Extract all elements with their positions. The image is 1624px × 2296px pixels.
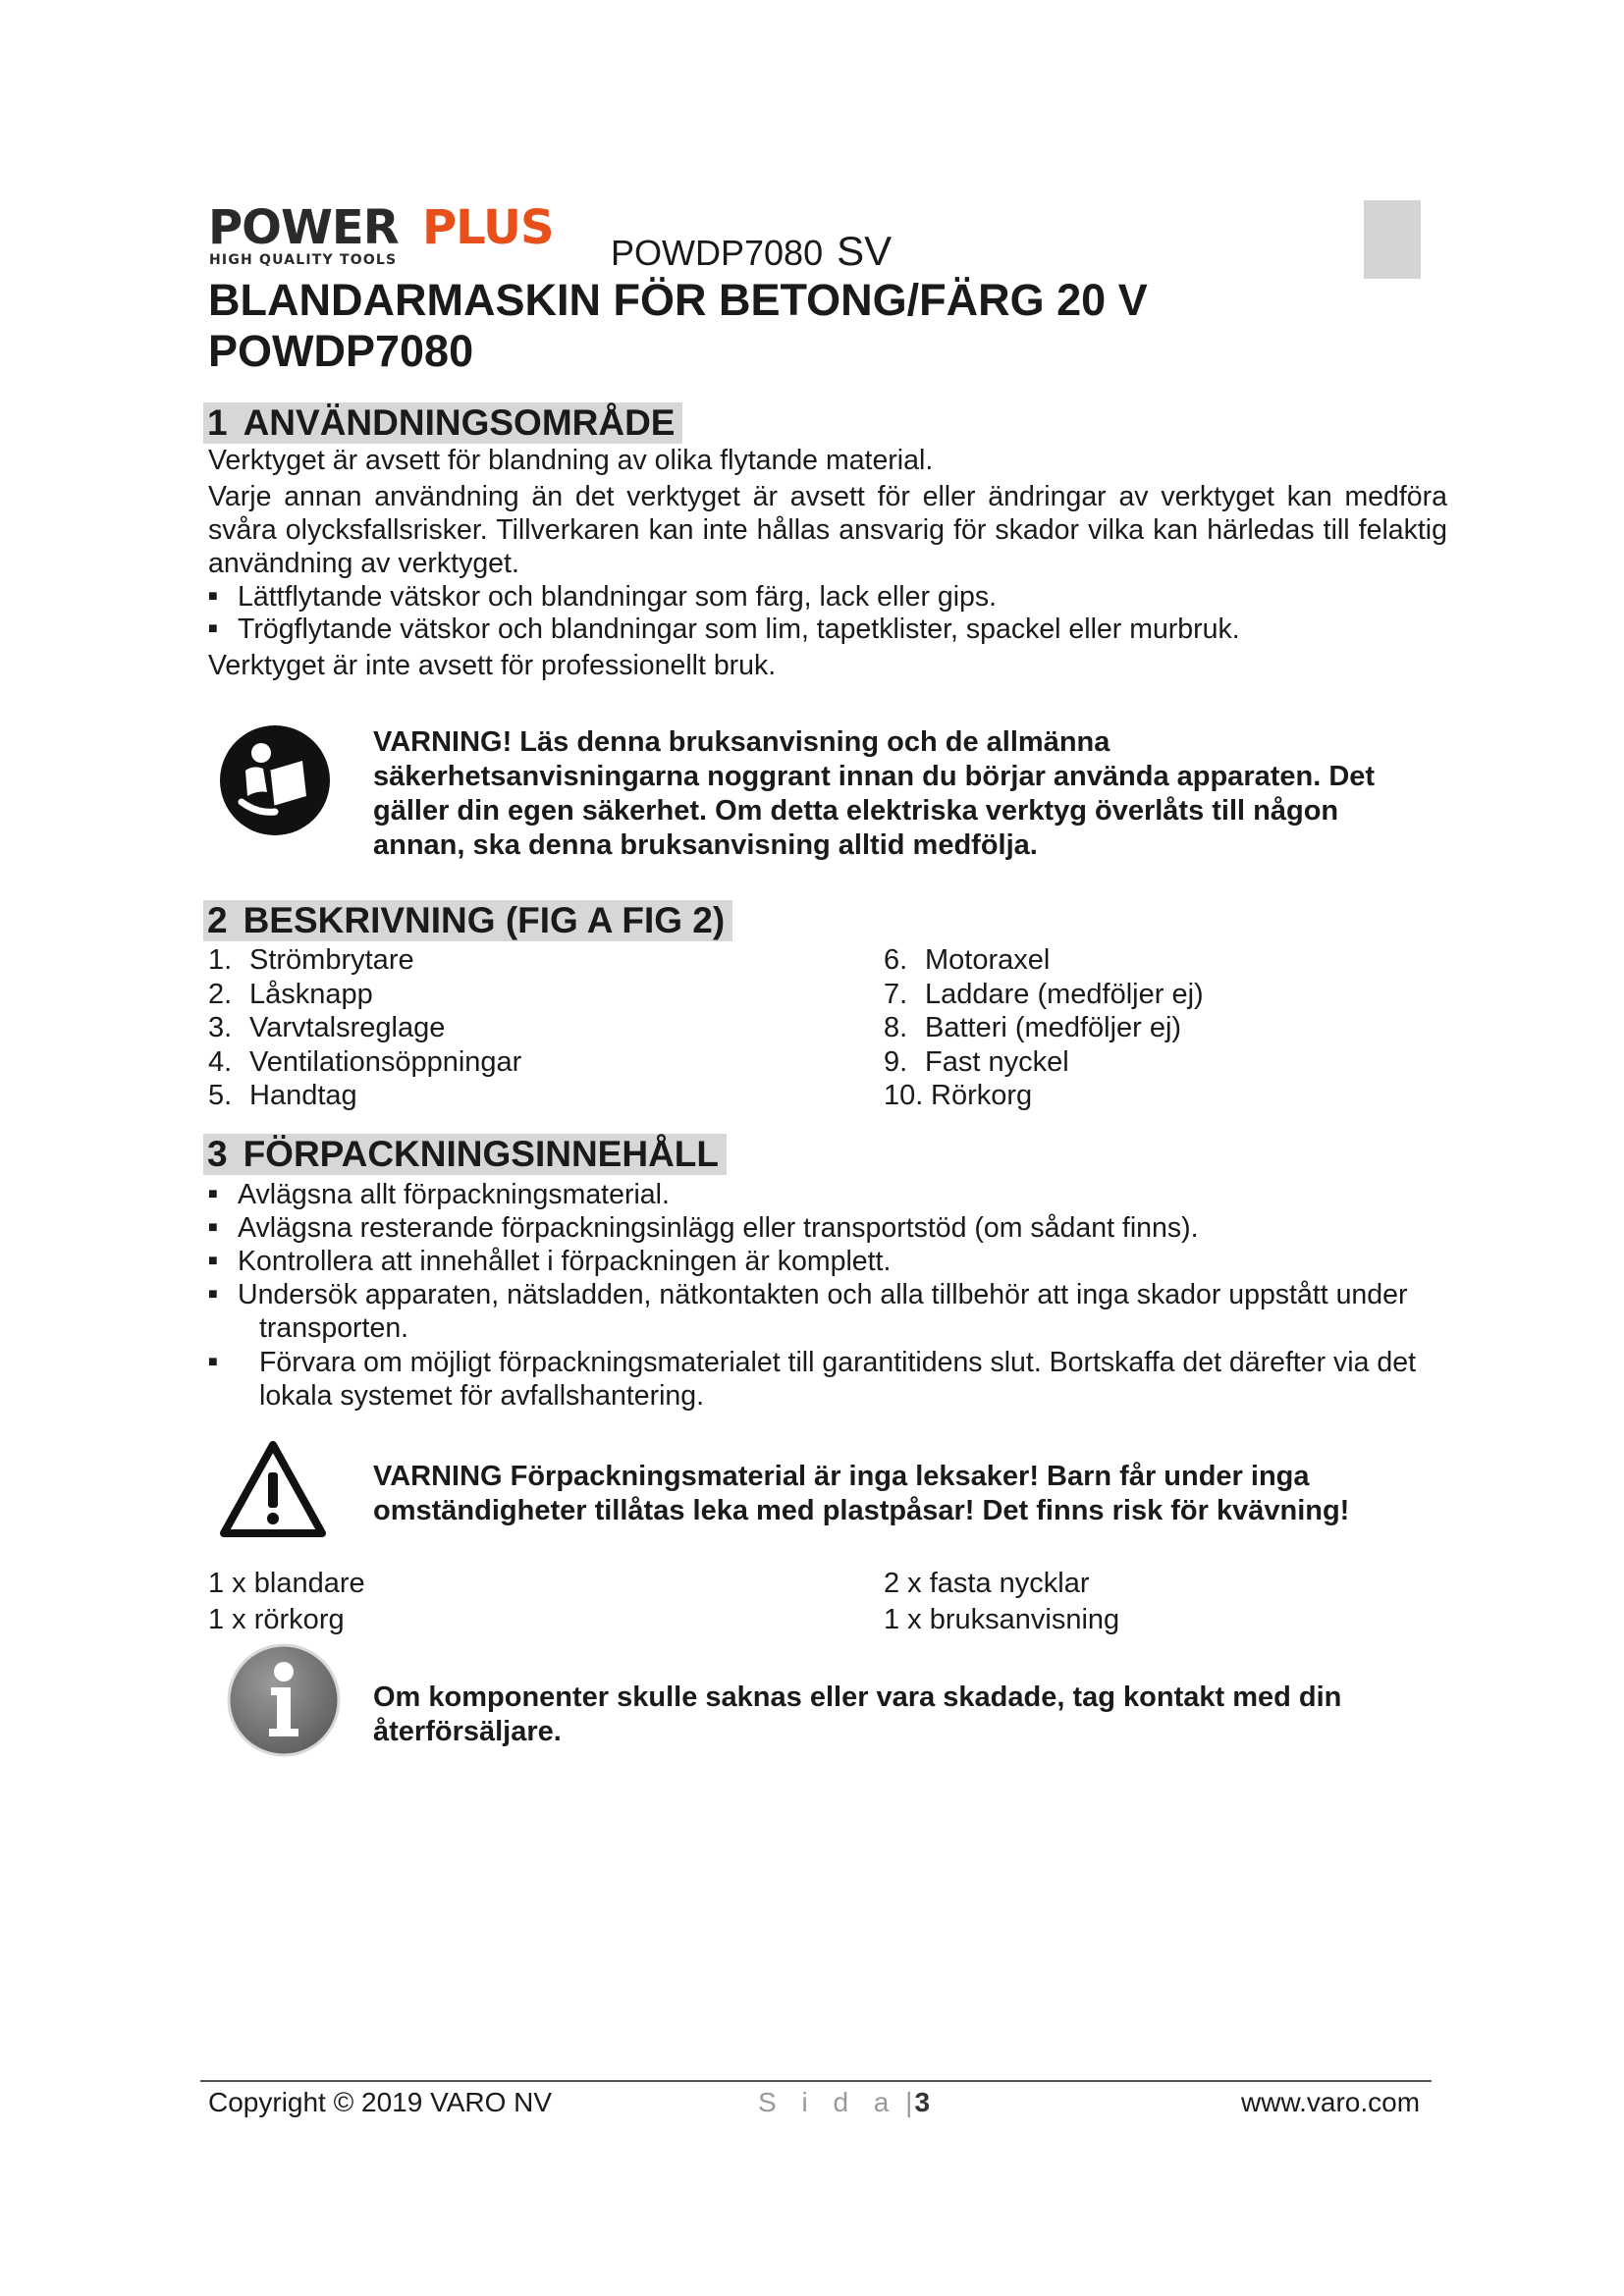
section-heading-1 xyxy=(203,402,682,444)
section-number: 1 xyxy=(207,402,228,443)
item-label: Batteri (medföljer ej) xyxy=(925,1012,1182,1043)
svg-text:PLUS: PLUS xyxy=(422,201,554,255)
section-heading-3 xyxy=(203,1134,727,1175)
model-code xyxy=(611,228,892,275)
language-code: SV xyxy=(837,228,893,274)
item-label: Laddare (medföljer ej) xyxy=(925,978,1204,1010)
list-item: 1 x blandare xyxy=(208,1568,365,1599)
bullet-icon: ■ xyxy=(208,1354,218,1370)
website-link[interactable]: www.varo.com xyxy=(1241,2087,1421,2117)
package-contents-left xyxy=(208,1567,365,1636)
list-item-text: Kontrollera att innehållet i förpackningen är komplett. xyxy=(238,1246,892,1277)
svg-text:POWER: POWER xyxy=(208,201,399,255)
paragraph: Varje annan användning än det verktyget är avsett för eller ändringar av verktyget kan medföra svåra olycksfallsrisker. Tillverkaren kan inte hållas ansvarig för skador vilka kan härledas till felaktig användning av verktyget. xyxy=(208,481,1447,579)
bullet-icon: ■ xyxy=(208,1219,218,1236)
item-label: Fast nyckel xyxy=(925,1045,1069,1078)
item-label: Strömbrytare xyxy=(249,944,414,976)
bullet-icon: ■ xyxy=(208,620,218,637)
language-tab xyxy=(1364,200,1421,279)
package-contents-right xyxy=(884,1567,1119,1636)
model-number: POWDP7080 xyxy=(611,233,824,273)
list-item xyxy=(208,1178,1435,1211)
list-item xyxy=(884,943,1204,978)
list-item xyxy=(884,978,1204,1012)
item-number: 7. xyxy=(884,978,908,1010)
section-number: 3 xyxy=(207,1134,228,1174)
list-item-text: Avlägsna allt förpackningsmaterial. xyxy=(238,1179,670,1210)
bullet-icon: ■ xyxy=(208,1186,218,1202)
section-title: ANVÄNDNINGSOMRÅDE xyxy=(243,402,676,443)
title-line-1: BLANDARMASKIN FÖR BETONG/FÄRG 20 V xyxy=(208,275,1148,325)
powerplus-logo xyxy=(208,201,591,270)
list-item xyxy=(208,943,521,978)
list-item xyxy=(884,1079,1204,1113)
list-item-text: Avlägsna resterande förpackningsinlägg eller transportstöd (om sådant finns). xyxy=(238,1212,1199,1244)
bullet-icon: ■ xyxy=(208,588,218,605)
list-item xyxy=(208,978,521,1012)
list-item-text: Lättflytande vätskor och blandningar som färg, lack eller gips. xyxy=(238,581,998,613)
list-item-text: Förvara om möjligt förpackningsmaterialet till garantitidens slut. Bortskaffa det därefter via det lokala systemet för avfallshantering. xyxy=(259,1347,1417,1412)
item-label: Motoraxel xyxy=(925,944,1051,976)
item-label: Låsknapp xyxy=(249,978,373,1010)
warning-text: VARNING Förpackningsmaterial är inga leksaker! Barn får under inga omständigheter tillåtas leka med plastpåsar! Det finns risk för kvävning! xyxy=(373,1461,1350,1526)
item-number: 5. xyxy=(208,1080,233,1111)
item-number: 10. xyxy=(884,1080,924,1111)
list-item xyxy=(884,1011,1204,1045)
list-item xyxy=(208,613,1435,646)
list-item xyxy=(208,1011,521,1045)
list-item xyxy=(208,1211,1435,1245)
list-item-text: Trögflytande vätskor och blandningar som lim, tapetklister, spackel eller murbruk. xyxy=(238,614,1240,645)
item-number: 1. xyxy=(208,944,233,976)
parts-list-left xyxy=(208,943,521,1113)
list-item xyxy=(884,1045,1204,1080)
copyright: Copyright © 2019 VARO NV xyxy=(208,2087,553,2117)
list-item xyxy=(208,1346,1435,1413)
list-item: 1 x bruksanvisning xyxy=(884,1603,1120,1635)
item-number: 4. xyxy=(208,1045,233,1078)
section-title: BESKRIVNING (FIG A FIG 2) xyxy=(243,900,726,940)
warning-text: VARNING! Läs denna bruksanvisning och de allmänna säkerhetsanvisningarna noggrant innan du börjar använda apparaten. Det gäller din egen säkerhet. Om detta elektriska verktyg överlåts till någon annan, ska denna bruksanvisning alltid medfölja. xyxy=(373,726,1376,861)
footer-divider xyxy=(200,2080,1432,2082)
list-item xyxy=(208,1079,521,1113)
item-number: 8. xyxy=(884,1012,908,1043)
list-item: 2 x fasta nycklar xyxy=(884,1568,1090,1599)
item-number: 3. xyxy=(208,1012,233,1043)
list-item xyxy=(208,1045,521,1080)
item-number: 2. xyxy=(208,978,233,1010)
info-icon xyxy=(226,1642,342,1763)
list-item xyxy=(208,1245,1435,1278)
page-label: S i d a xyxy=(758,2087,898,2117)
section-number: 2 xyxy=(207,900,228,940)
parts-list-right xyxy=(884,943,1204,1113)
list-item xyxy=(208,580,1435,614)
section-title: FÖRPACKNINGSINNEHÅLL xyxy=(243,1134,719,1174)
list-item: 1 x rörkorg xyxy=(208,1603,345,1635)
paragraph: Verktyget är inte avsett för professionellt bruk. xyxy=(208,650,777,681)
list-item-text: Undersök apparaten, nätsladden, nätkontakten och alla tillbehör att inga skador uppstått under transporten. xyxy=(238,1279,1408,1344)
paragraph: Verktyget är avsett för blandning av olika flytande material. xyxy=(208,445,934,476)
page-separator: | xyxy=(905,2087,915,2117)
warning-triangle-icon xyxy=(218,1439,328,1544)
list-item xyxy=(208,1278,1416,1345)
item-label: Varvtalsreglage xyxy=(249,1012,446,1043)
bullet-icon: ■ xyxy=(208,1253,218,1269)
section-heading-2 xyxy=(203,900,732,941)
page-number: 3 xyxy=(914,2087,931,2117)
item-number: 6. xyxy=(884,944,908,976)
page-title xyxy=(208,275,1148,377)
item-label: Ventilationsöppningar xyxy=(249,1045,522,1078)
info-text: Om komponenter skulle saknas eller vara skadade, tag kontakt med din återförsäljare. xyxy=(373,1682,1342,1747)
read-manual-icon xyxy=(218,723,332,842)
item-number: 9. xyxy=(884,1045,908,1078)
item-label: Handtag xyxy=(249,1080,357,1111)
bullet-icon: ■ xyxy=(208,1286,218,1303)
page-indicator xyxy=(758,2086,930,2119)
item-label: Rörkorg xyxy=(931,1080,1033,1111)
svg-text:HIGH QUALITY TOOLS: HIGH QUALITY TOOLS xyxy=(209,252,398,268)
title-line-2: POWDP7080 xyxy=(208,326,474,376)
